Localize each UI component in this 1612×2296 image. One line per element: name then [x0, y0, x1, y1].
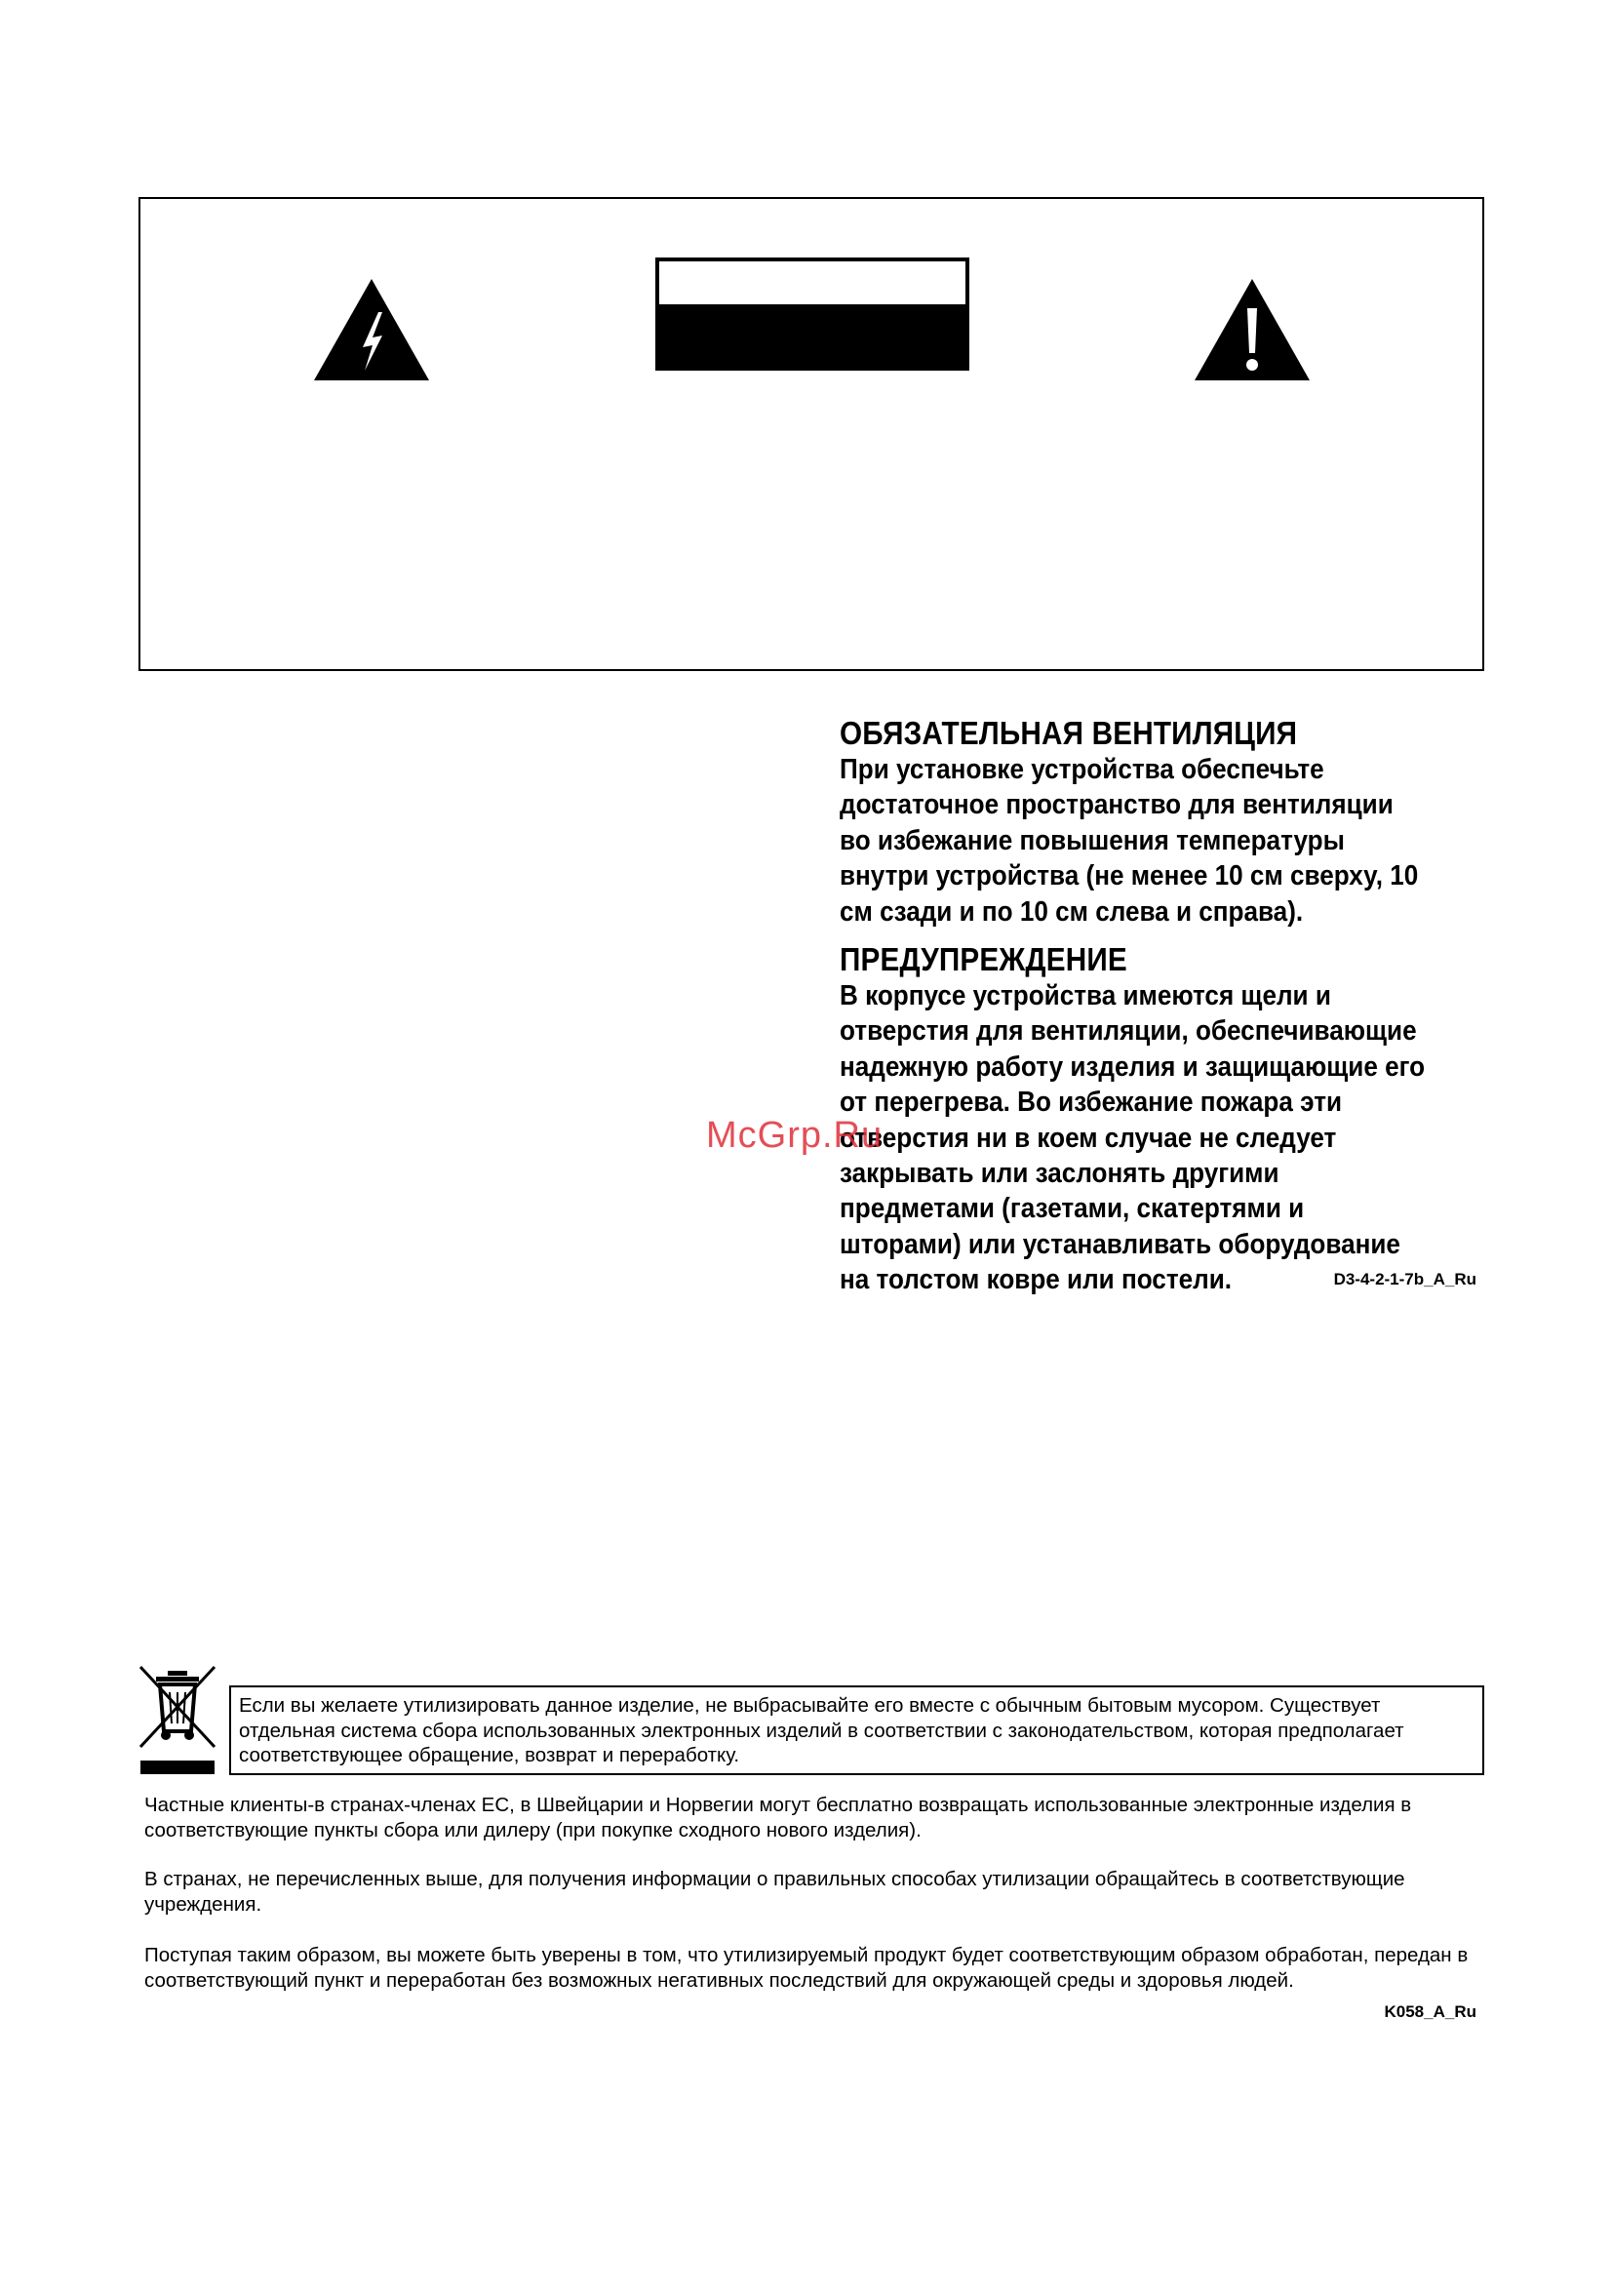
- warning-text: В корпусе устройства имеются щели и отверстия для вентиляции, обеспечивающие надежную работу изделия и защищающие его от перегрева. Во избежание пожара эти отверстия ни в коем случае не следует закрывать или заслонять другими предметами (газетами, скатертями и шторами) или устанавливать оборудование на толстом ковре или постели.: [840, 980, 1426, 1296]
- disposal-notice-text: Если вы желаете утилизировать данное изделие, не выбрасывайте его вместе с обычным бытовым мусором. Существует отдельная система сбора использованных электронных изделий в соответствии с законодательством, которая предполагает соответствующее обращение, возврат и переработку.: [239, 1694, 1404, 1766]
- caution-label-icon: [655, 257, 969, 371]
- ventilation-heading: ОБЯЗАТЕЛЬНАЯ ВЕНТИЛЯЦИЯ: [840, 715, 1298, 751]
- exclamation-warning-icon: [1195, 279, 1310, 380]
- watermark: McGrp.Ru: [706, 1115, 884, 1156]
- disposal-paragraph-benefits: Поступая таким образом, вы можете быть уверены в том, что утилизируемый продукт будет соответствующим образом обработан, передан в соответствующий пункт и переработан без возможных негативных последствий для окружающей среды и здоровья людей.: [144, 1944, 1469, 1992]
- disposal-paragraph-eu: Частные клиенты-в странах-членах ЕС, в Швейцарии и Норвегии могут бесплатно возвращать использованные электронные изделия в соответствующие пункты сбора или дилеру (при покупке сходного нового изделия).: [144, 1794, 1412, 1841]
- lightning-warning-icon: [314, 279, 429, 380]
- caution-label-band: [659, 304, 965, 367]
- ventilation-section: [840, 715, 1428, 1310]
- warning-doc-code: D3-4-2-1-7b_A_Ru: [1333, 1270, 1476, 1288]
- ventilation-text: При установке устройства обеспечьте достаточное пространство для вентиляции во избежание повышения температуры внутри устройства (не менее 10 см сверху, 10 см сзади и по 10 см слева и справа).: [840, 754, 1419, 928]
- crossed-bin-icon: [137, 1663, 220, 1776]
- disposal-paragraph-other: В странах, не перечисленных выше, для получения информации о правильных способах утилизации обращайтесь в соответствующие учреждения.: [144, 1868, 1405, 1916]
- warning-heading: ПРЕДУПРЕЖДЕНИЕ: [840, 941, 1127, 978]
- disposal-notice-box: [229, 1685, 1484, 1775]
- disposal-doc-code: K058_A_Ru: [1384, 2002, 1476, 2021]
